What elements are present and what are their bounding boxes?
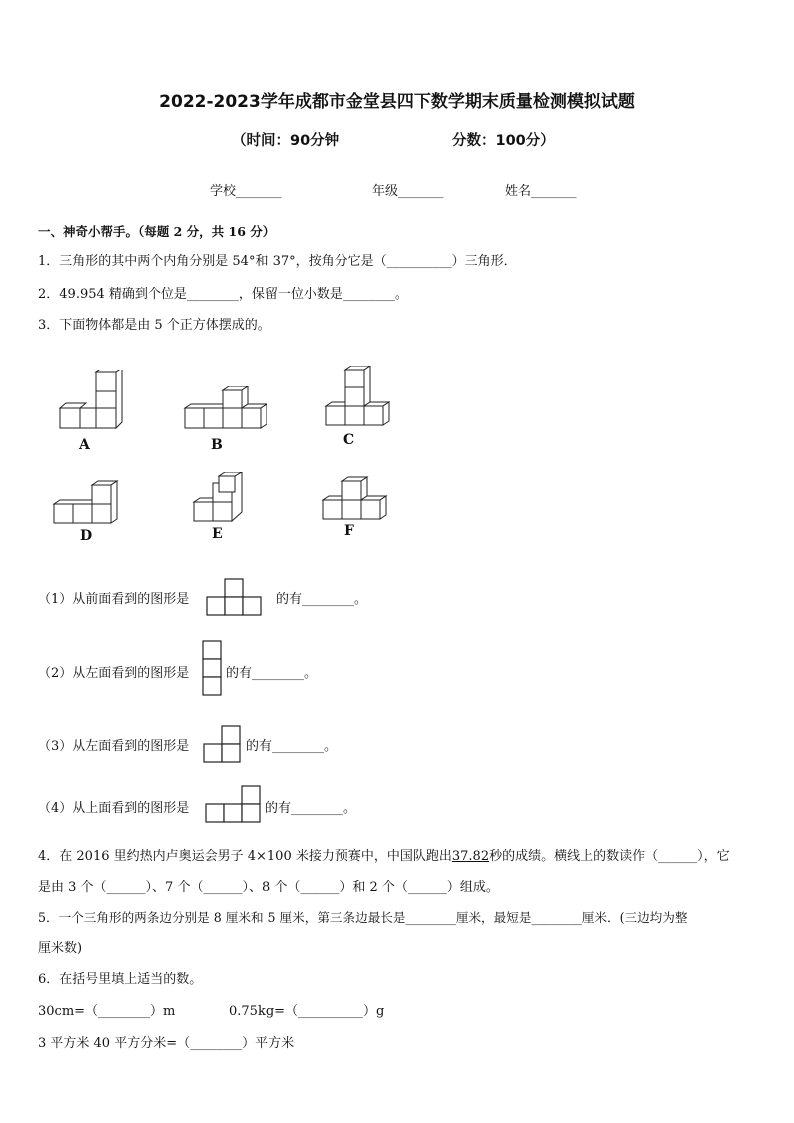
figure-label-a: A [79, 437, 90, 453]
subquestion-2-prefix: （2）从左面看到的图形是 [38, 666, 190, 681]
figure-label-c: C [343, 432, 355, 448]
question-3: 3．下面物体都是由 5 个正方体摆成的。 [38, 318, 271, 333]
question-6a: 30cm=（________）m [38, 1004, 176, 1019]
left-view-shape-column [202, 640, 224, 698]
subquestion-3 [38, 735, 189, 754]
question-4-pre: 4．在 2016 里约热内卢奥运会男子 4×100 米接力预赛中，中国队跑出 [38, 849, 452, 864]
front-view-shape [206, 578, 264, 616]
cube-figure-d [52, 480, 122, 526]
grade-field: 年级_______ [372, 184, 444, 199]
figure-label-b: B [211, 437, 223, 453]
cube-figure-f [321, 476, 391, 522]
figure-label-d: D [80, 528, 93, 544]
subquestion-2-answer: 的有________。 [226, 666, 318, 681]
question-4 [38, 845, 730, 864]
cube-figure-a [58, 370, 128, 432]
figure-label-f: F [344, 523, 354, 539]
question-5-line2: 厘米数) [38, 941, 83, 956]
cube-figure-c [324, 366, 390, 428]
question-2: 2．49.954 精确到个位是________，保留一位小数是________。 [38, 287, 408, 302]
cube-figure-b [183, 386, 267, 432]
left-view-shape-l [203, 725, 245, 765]
question-4-post: 秒的成绩。横线上的数读作（______），它 [489, 849, 730, 864]
subquestion-1-answer: 的有________。 [276, 592, 368, 607]
subquestion-3-prefix: （3）从左面看到的图形是 [38, 739, 190, 754]
question-4-line2: 是由 3 个（______）、7 个（______）、8 个（______）和 2 个（______）组成。 [38, 880, 499, 895]
name-field: 姓名_______ [505, 184, 577, 199]
subquestion-2 [38, 662, 189, 681]
question-6: 6．在括号里填上适当的数。 [38, 972, 203, 987]
subquestion-3-answer: 的有________。 [246, 739, 338, 754]
subquestion-1 [38, 588, 189, 607]
question-5: 5．一个三角形的两条边分别是 8 厘米和 5 厘米，第三条边最长是________厘米，最短是________厘米．(三边均为整 [38, 910, 688, 925]
question-6c: 3 平方米 40 平方分米=（________）平方米 [38, 1036, 295, 1051]
subquestion-4-answer: 的有________。 [265, 801, 357, 816]
figure-label-e: E [212, 526, 223, 542]
top-view-shape [205, 785, 265, 825]
exam-time: （时间：90分钟 [232, 133, 340, 149]
question-1: 1．三角形的其中两个内角分别是 54°和 37°，按角分它是（__________）三角形． [38, 254, 517, 269]
subquestion-4 [38, 797, 189, 816]
section-title: 一、神奇小帮手。（每题 2 分，共 16 分） [38, 224, 276, 239]
school-field: 学校_______ [210, 184, 282, 199]
subquestion-4-prefix: （4）从上面看到的图形是 [38, 801, 190, 816]
cube-figure-e [192, 472, 248, 524]
exam-score: 分数：100分） [452, 133, 555, 149]
question-4-number: 37.82 [451, 849, 490, 864]
page-title: 2022-2023学年成都市金堂县四下数学期末质量检测模拟试题 [159, 92, 635, 112]
subquestion-1-prefix: （1）从前面看到的图形是 [38, 592, 190, 607]
question-6b: 0.75kg=（__________）g [229, 1004, 385, 1019]
